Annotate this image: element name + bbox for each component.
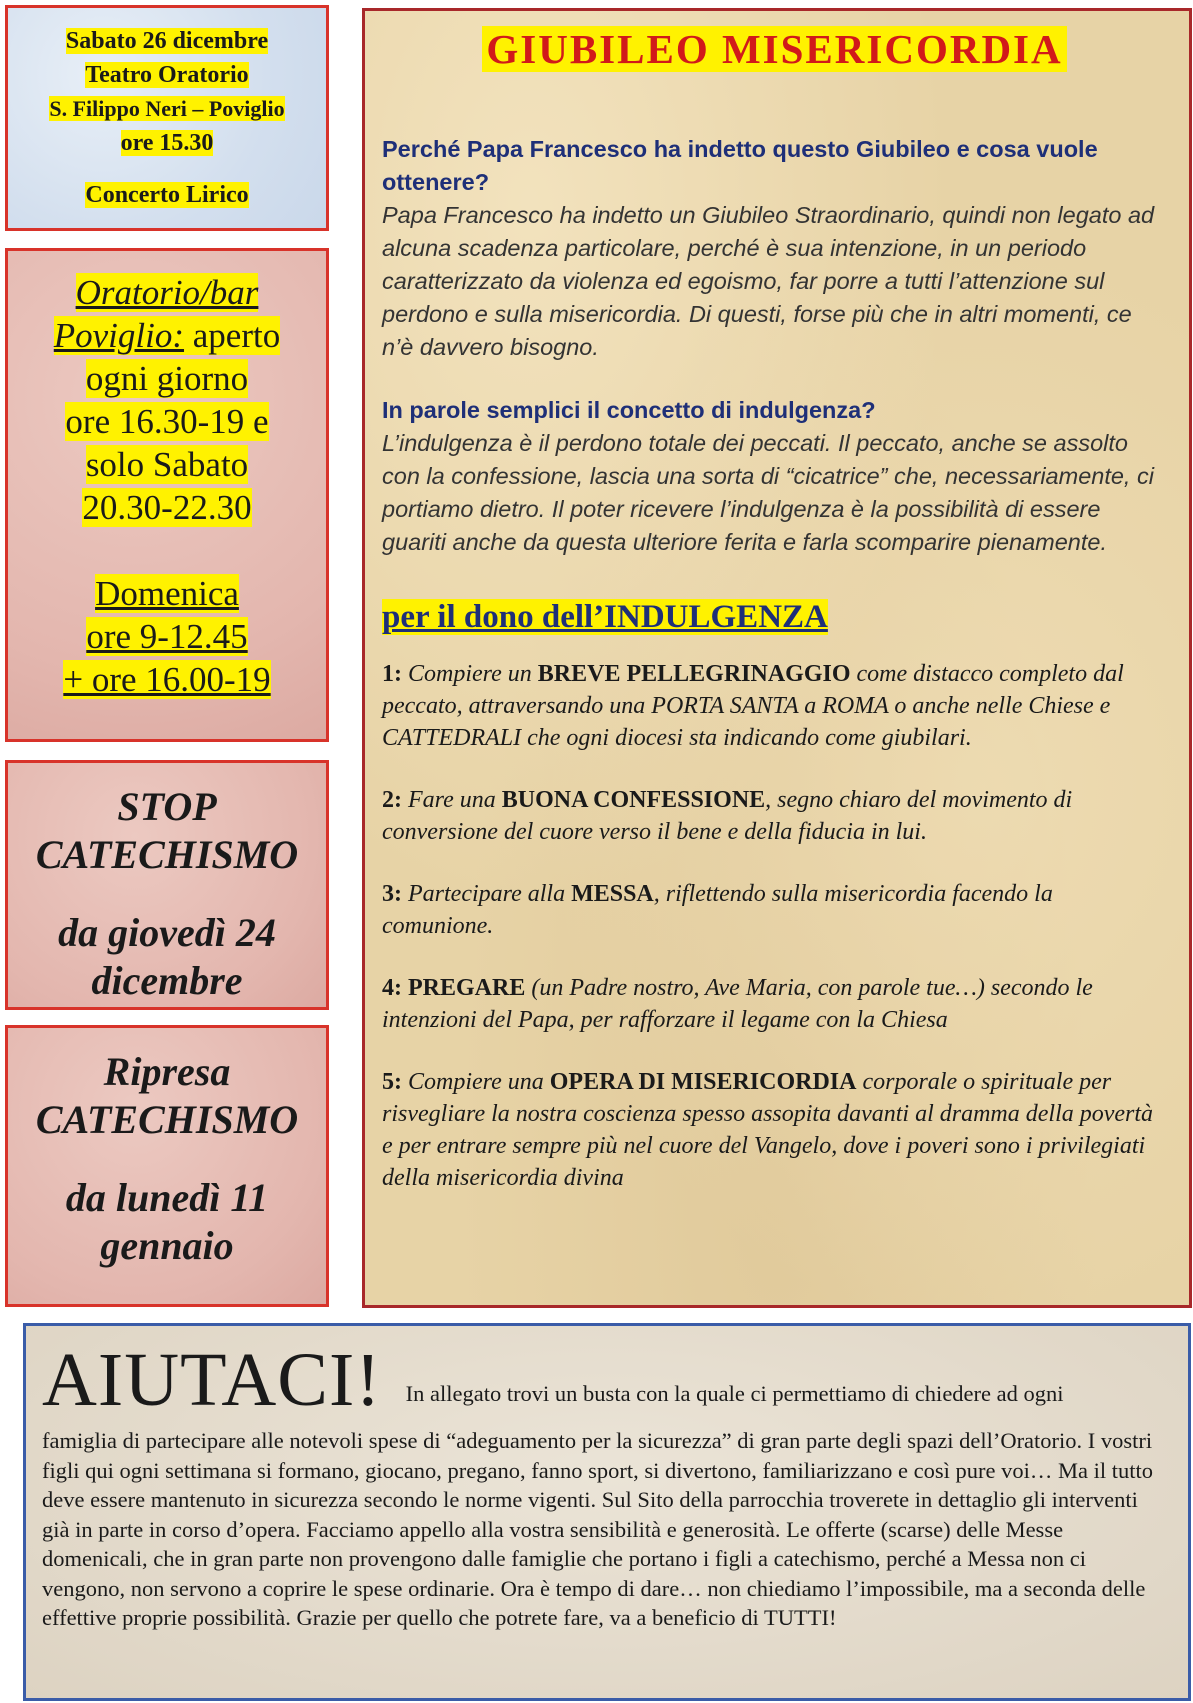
oratorio-sunday-morning: ore 9-12.45 [86,617,248,656]
step-keyword: PREGARE [408,975,526,1001]
article-title: GIUBILEO MISERICORDIA [482,26,1066,72]
step-text: , segno chiaro del movimento di conversione del cuore verso il bene e della fiducia in lui. [382,787,1073,845]
step-text: , riflettendo sulla misericordia facendo la comunione. [382,881,1053,939]
donation-appeal-box [23,1323,1191,1701]
resume-label: Ripresa [103,1049,231,1094]
step-keyword: MESSA [571,881,654,907]
step-keyword: OPERA DI MISERICORDIA [549,1069,857,1095]
oratorio-sunday-afternoon: + ore 16.00-19 [63,660,271,699]
faq-answer: Papa Francesco ha indetto un Giubileo Straordinario, quindi non legato ad alcuna scadenza particolare, perché è sua intenzione, in un periodo caratterizzato da violenza ed egoismo, far porre a tutti l’attenzione sul perdono e sulla misericordia. Di questi, forse più che in altri momenti, ce n’è davvero bisogno. [382,202,1155,360]
concert-box [5,5,329,231]
concert-location: S. Filippo Neri – Poviglio [49,96,285,121]
step-number: 5: [382,1069,402,1095]
step-number: 4: [382,975,402,1001]
oratorio-open: aperto [184,316,281,355]
resume-catechism: CATECHISMO [35,1097,299,1142]
concert-time: ore 15.30 [120,130,214,156]
oratorio-days: ogni giorno [85,359,249,398]
faq-1 [382,133,1167,364]
indulgence-step [382,972,1167,1036]
indulgence-step [382,784,1167,848]
resume-catechism-box [5,1025,329,1307]
appeal-body: famiglia di partecipare alle notevoli spese di “adeguamento per la sicurezza” di gran parte degli spazi dell’Oratorio. I vostri figli qui ogni settimana si formano, giocano, pregano, fanno sport, si divertono, familiarizzano e così pure voi… Ma il tutto deve essere mantenuto in sicurezza secondo le norme vigenti. Sul Sito della parrocchia troverete in dettaglio gli interventi già in parte in corso d’opera. Facciamo appello alla vostra sensibilità e generosità. Le offerte (scarse) delle Messe domenicali, che in gran parte non provengono dalle famiglie che portano i figli a catechismo, perché a Messa non ci vengono, non servono a coprire le spese ordinarie. Ora è tempo di dare… non chiediamo l’impossibile, ma a seconda delle effettive proprie possibilità. Grazie per quello che potrete fare, va a beneficio di TUTTI! [42,1428,1153,1630]
concert-title: Concerto Lirico [85,182,249,208]
jubilee-article [362,8,1192,1308]
oratorio-title: Oratorio/bar [75,273,259,312]
concert-venue: Teatro Oratorio [85,62,249,88]
indulgence-step [382,658,1167,754]
step-text: corporale o spirituale per risvegliare la nostra coscienza spesso assopita davanti al dramma della povertà e per entrare sempre più nel cuore del Vangelo, dove i poveri sono i privilegiati della misericordia divina [382,1069,1154,1191]
step-number: 1: [382,661,402,687]
faq-question: In parole semplici il concetto di indulgenza? [382,397,876,423]
stop-label: STOP [117,784,217,829]
stop-catechism: CATECHISMO [35,832,299,877]
step-text: come distacco completo dal peccato, attraversando una PORTA SANTA a ROMA o anche nelle Chiese e CATTEDRALI che ogni diocesi sta indicando come giubilari. [382,661,1124,751]
indulgence-step [382,878,1167,942]
resume-month: gennaio [100,1223,234,1268]
step-text: Fare una [402,787,502,813]
indulgence-heading: per il dono dell’INDULGENZA [382,599,828,635]
step-text: Compiere una [402,1069,550,1095]
oratorio-sunday: Domenica [95,574,239,613]
faq-question: Perché Papa Francesco ha indetto questo Giubileo e cosa vuole ottenere? [382,136,1098,195]
concert-date: Sabato 26 dicembre [65,28,269,54]
stop-month: dicembre [91,958,243,1003]
step-number: 3: [382,881,402,907]
step-text: Compiere un [402,661,538,687]
stop-catechism-box [5,760,329,1010]
appeal-intro: In allegato trovi un busta con la quale ci permettiamo di chiedere ad ogni [405,1381,1064,1406]
step-text: Partecipare alla [402,881,572,907]
step-keyword: BUONA CONFESSIONE [501,787,766,813]
oratorio-location: Poviglio: [53,316,185,355]
oratorio-saturday-hours: 20.30-22.30 [82,488,252,527]
oratorio-hours-box [5,248,329,742]
appeal-heading: AIUTACI! [42,1338,382,1422]
faq-answer: L’indulgenza è il perdono totale dei peccati. Il peccato, anche se assolto con la confessione, lascia una sorta di “cicatrice” che, necessariamente, ci portiamo dietro. Il poter ricevere l’indulgenza è la possibilità di essere guariti anche da questa ulteriore ferita e farla scomparire pienamente. [382,430,1154,555]
step-text: (un Padre nostro, Ave Maria, con parole tue…) secondo le intenzioni del Papa, per rafforzare il legame con la Chiesa [382,975,1093,1033]
step-number: 2: [382,787,402,813]
step-keyword: BREVE PELLEGRINAGGIO [537,661,851,687]
indulgence-step [382,1066,1167,1194]
resume-date: da lunedì 11 [65,1175,269,1220]
faq-2 [382,394,1167,559]
oratorio-hours: ore 16.30-19 e [65,402,269,441]
stop-date: da giovedì 24 [58,910,276,955]
oratorio-saturday: solo Sabato [85,445,249,484]
